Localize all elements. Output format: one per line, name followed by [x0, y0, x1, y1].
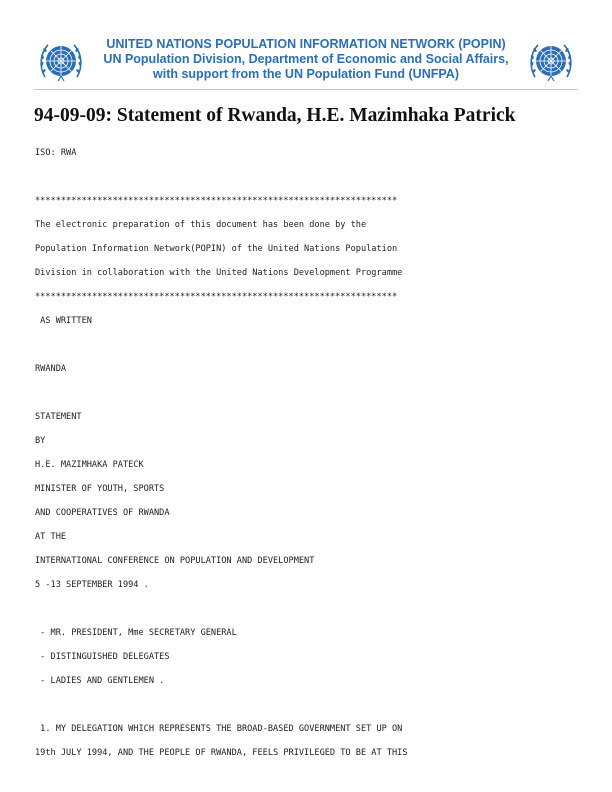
body-text-line: ********************************************************************** [35, 292, 398, 302]
body-text-line: RWANDA [35, 364, 67, 374]
header-line-3: with support from the UN Population Fund (UNFPA) [153, 67, 459, 81]
body-text-line: - LADIES AND GENTLEMEN . [35, 676, 165, 686]
body-text-line: ISO: RWA [35, 148, 77, 158]
body-text-line: Division in collaboration with the United Nations Development Programme [35, 268, 403, 278]
header-line-1: UNITED NATIONS POPULATION INFORMATION NETWORK (POPIN) [106, 37, 506, 51]
body-text-line [35, 385, 595, 409]
body-text-line: AS WRITTEN [35, 316, 92, 326]
document-title: 94-09-09: Statement of Rwanda, H.E. Mazimhaka Patrick [34, 105, 516, 126]
popin-header [0, 0, 612, 92]
body-text-line [35, 337, 595, 361]
body-text-line: BY [35, 436, 46, 446]
body-text-line: MINISTER OF YOUTH, SPORTS [35, 484, 165, 494]
body-text-line [35, 697, 595, 721]
body-text-line: 5 -13 SEPTEMBER 1994 . [35, 580, 149, 590]
header-line-2: UN Population Division, Department of Economic and Social Affairs, [103, 52, 509, 66]
body-text-line [35, 169, 595, 193]
un-emblem-icon [526, 37, 576, 87]
body-text-line: ********************************************************************** [35, 196, 398, 206]
body-text-line: - DISTINGUISHED DELEGATES [35, 652, 170, 662]
body-text-line: The electronic preparation of this document has been done by the [35, 220, 367, 230]
un-emblem-icon [36, 37, 86, 87]
body-text-line: - MR. PRESIDENT, Mme SECRETARY GENERAL [35, 628, 237, 638]
body-text-line: 19th JULY 1994, AND THE PEOPLE OF RWANDA, FEELS PRIVILEGED TO BE AT THIS [35, 748, 408, 758]
document-body [35, 145, 595, 769]
body-text-line: 1. MY DELEGATION WHICH REPRESENTS THE BROAD-BASED GOVERNMENT SET UP ON [35, 724, 403, 734]
body-text-line: STATEMENT [35, 412, 82, 422]
body-text-line: AND COOPERATIVES OF RWANDA [35, 508, 170, 518]
body-text-line [35, 601, 595, 625]
body-text-line: Population Information Network(POPIN) of the United Nations Population [35, 244, 398, 254]
body-text-line: AT THE [35, 532, 67, 542]
header-divider [34, 89, 578, 90]
header-banner [90, 37, 522, 82]
body-text-line: INTERNATIONAL CONFERENCE ON POPULATION AND DEVELOPMENT [35, 556, 315, 566]
body-text-line: H.E. MAZIMHAKA PATECK [35, 460, 144, 470]
